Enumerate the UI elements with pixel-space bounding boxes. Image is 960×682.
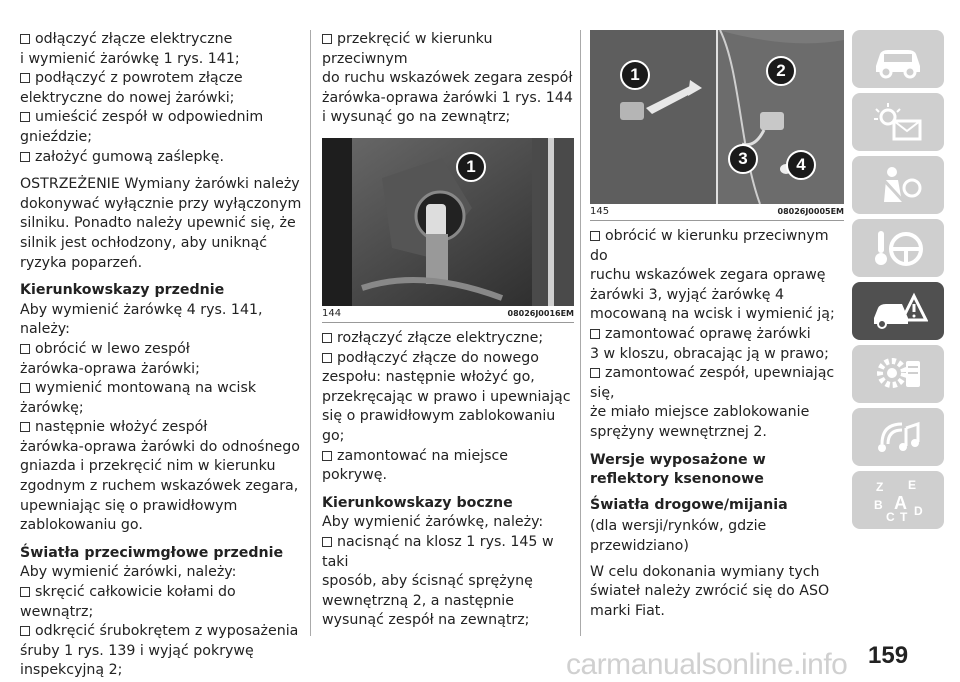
tab-warning-lights[interactable] — [852, 93, 944, 151]
watermark: carmanualsonline.info — [566, 648, 848, 681]
index-letter: Z — [876, 480, 884, 494]
section-heading-low-beam: Światła drogowe/mijania — [590, 496, 788, 513]
bullet-checkbox-icon — [20, 73, 30, 83]
section-heading-fog-lights: Światła przeciwmgłowe przednie — [20, 544, 284, 561]
page-number: 159 — [868, 642, 909, 669]
section-heading-front-indicators: Kierunkowskazy przednie — [20, 282, 225, 299]
bullet-checkbox-icon — [20, 344, 30, 354]
index-letter: T — [900, 510, 908, 523]
bullet-checkbox-icon — [20, 587, 30, 597]
figure-number: 144 — [322, 308, 342, 320]
bullet-checkbox-icon — [20, 422, 30, 432]
text-column-1 — [20, 30, 302, 681]
tab-maintenance[interactable] — [852, 345, 944, 403]
index-letter: E — [908, 478, 917, 492]
figure-callout-1: 1 — [620, 60, 650, 90]
seatbelt-airbag-icon — [868, 162, 928, 208]
bullet-item: podłączyć z powrotem złącze elektryczne do nowej żarówki; — [20, 70, 243, 106]
index-letter: A — [894, 493, 907, 513]
tab-emergency[interactable] — [852, 282, 944, 340]
versions-note: (dla wersji/rynków, gdzie przewidziano) — [590, 518, 767, 554]
text-column-2 — [322, 30, 574, 631]
bullet-item: wymienić montowaną na wcisk żarówkę; — [20, 380, 257, 416]
tab-index[interactable] — [852, 471, 944, 529]
column-divider — [580, 30, 581, 636]
bullet-item: umieścić zespół w odpowiednim gnieździe; — [20, 109, 264, 145]
section-heading-xenon: Wersje wyposażone w reflektory ksenonowe — [590, 451, 766, 488]
bullet-checkbox-icon — [20, 34, 30, 44]
figure-144-image — [322, 138, 574, 306]
tab-multimedia[interactable] — [852, 408, 944, 466]
intro-paragraph: Aby wymienić żarówkę 4 rys. 141, należy: — [20, 301, 263, 338]
steering-wheel-key-icon — [868, 225, 928, 271]
tab-driving[interactable] — [852, 219, 944, 277]
warning-paragraph: OSTRZEŻENIE Wymiany żarówki należy dokonywać wyłącznie przy wyłączonym silniku. Ponadto należy upewnić się, że silnik jest ochłodzony, aby uniknąć ryzyka poparzeń. — [20, 176, 302, 271]
aso-paragraph: W celu dokonania wymiany tych świateł należy zwrócić się do ASO marki Fiat. — [590, 563, 830, 619]
column-divider — [310, 30, 311, 636]
index-letter: C — [886, 510, 895, 523]
index-letter: D — [914, 504, 923, 518]
bullet-item: zamontować oprawę żarówki 3 w kloszu, obracając ją w prawo; — [590, 325, 829, 362]
tab-car[interactable] — [852, 30, 944, 88]
figure-callout-1: 1 — [456, 152, 486, 182]
warning-lights-message-icon — [868, 99, 928, 145]
figure-145-caption — [590, 204, 844, 221]
bullet-item: przekręcić w kierunku przeciwnym do ruchu wskazówek zegara zespół żarówka-oprawa żarówki 1 rys. 144 i wysunąć go na zewnątrz; — [322, 31, 573, 126]
bullet-checkbox-icon — [20, 626, 30, 636]
intro-paragraph: Aby wymienić żarówki, należy: — [20, 564, 237, 581]
bullet-item: odłączyć złącze elektryczne i wymienić żarówkę 1 rys. 141; — [20, 31, 240, 67]
intro-paragraph: Aby wymienić żarówkę, należy: — [322, 514, 544, 531]
bullet-checkbox-icon — [20, 152, 30, 162]
figure-code: 08026J0005EM — [777, 207, 844, 217]
bullet-checkbox-icon — [322, 353, 332, 363]
multimedia-music-icon — [868, 414, 928, 460]
bullet-checkbox-icon — [590, 231, 600, 241]
bullet-item: założyć gumową zaślepkę. — [20, 148, 302, 168]
figure-number: 145 — [590, 206, 610, 218]
tab-safety[interactable] — [852, 156, 944, 214]
bullet-checkbox-icon — [322, 333, 332, 343]
figure-callout-4: 4 — [786, 150, 816, 180]
bullet-item: nacisnąć na klosz 1 rys. 145 w taki sposób, aby ścisnąć sprężynę wewnętrzną 2, a następnie wysunąć zespół na zewnątrz; — [322, 533, 554, 629]
bullet-checkbox-icon — [20, 383, 30, 393]
bullet-checkbox-icon — [322, 537, 332, 547]
bullet-item: rozłączyć złącze elektryczne; — [322, 329, 574, 349]
figure-144-caption — [322, 306, 574, 323]
figure-144-illustration — [322, 138, 574, 306]
text-column-3 — [590, 30, 844, 621]
car-emergency-icon — [868, 288, 928, 334]
bullet-checkbox-icon — [590, 368, 600, 378]
bullet-item: następnie włożyć zespół żarówka-oprawa żarówki do odnośnego gniazda i przekręcić nim w kierunku zgodnym z ruchem wskazówek zegara, upewniając się o prawidłowym zablokowaniu go. — [20, 419, 300, 534]
bullet-checkbox-icon — [590, 329, 600, 339]
figure-145-image — [590, 30, 844, 204]
figure-callout-3: 3 — [728, 144, 758, 174]
index-letter: B — [874, 498, 883, 512]
chapter-tabs-sidebar — [852, 30, 944, 534]
figure-code: 08026J0016EM — [507, 309, 574, 319]
bullet-item: zamontować zespół, upewniając się, że miało miejsce zablokowanie sprężyny wewnętrznej 2. — [590, 365, 835, 440]
bullet-item: zamontować na miejsce pokrywę. — [322, 447, 509, 484]
bullet-item: obrócić w kierunku przeciwnym do ruchu wskazówek zegara oprawę żarówki 3, wyjąć żarówkę 4 mocowaną na wcisk i wymienić ją; — [590, 228, 835, 323]
section-heading-side-indicators: Kierunkowskazy boczne — [322, 494, 513, 511]
bullet-item: odkręcić śrubokrętem z wyposażenia śruby 1 rys. 139 i wyjąć pokrywę inspekcyjną 2; — [20, 623, 299, 679]
alphabetical-index-icon — [868, 477, 928, 523]
bullet-checkbox-icon — [322, 451, 332, 461]
bullet-checkbox-icon — [322, 34, 332, 44]
bullet-item: skręcić całkowicie kołami do wewnątrz; — [20, 584, 236, 620]
figure-callout-2: 2 — [766, 56, 796, 86]
car-icon — [868, 36, 928, 82]
bullet-checkbox-icon — [20, 112, 30, 122]
bullet-item: obrócić w lewo zespół żarówka-oprawa żarówki; — [20, 340, 200, 377]
bullet-item: podłączyć złącze do nowego zespołu: następnie włożyć go, przekręcając w prawo i upewniając się o prawidłowym zablokowaniu go; — [322, 349, 571, 444]
maintenance-gear-icon — [868, 351, 928, 397]
